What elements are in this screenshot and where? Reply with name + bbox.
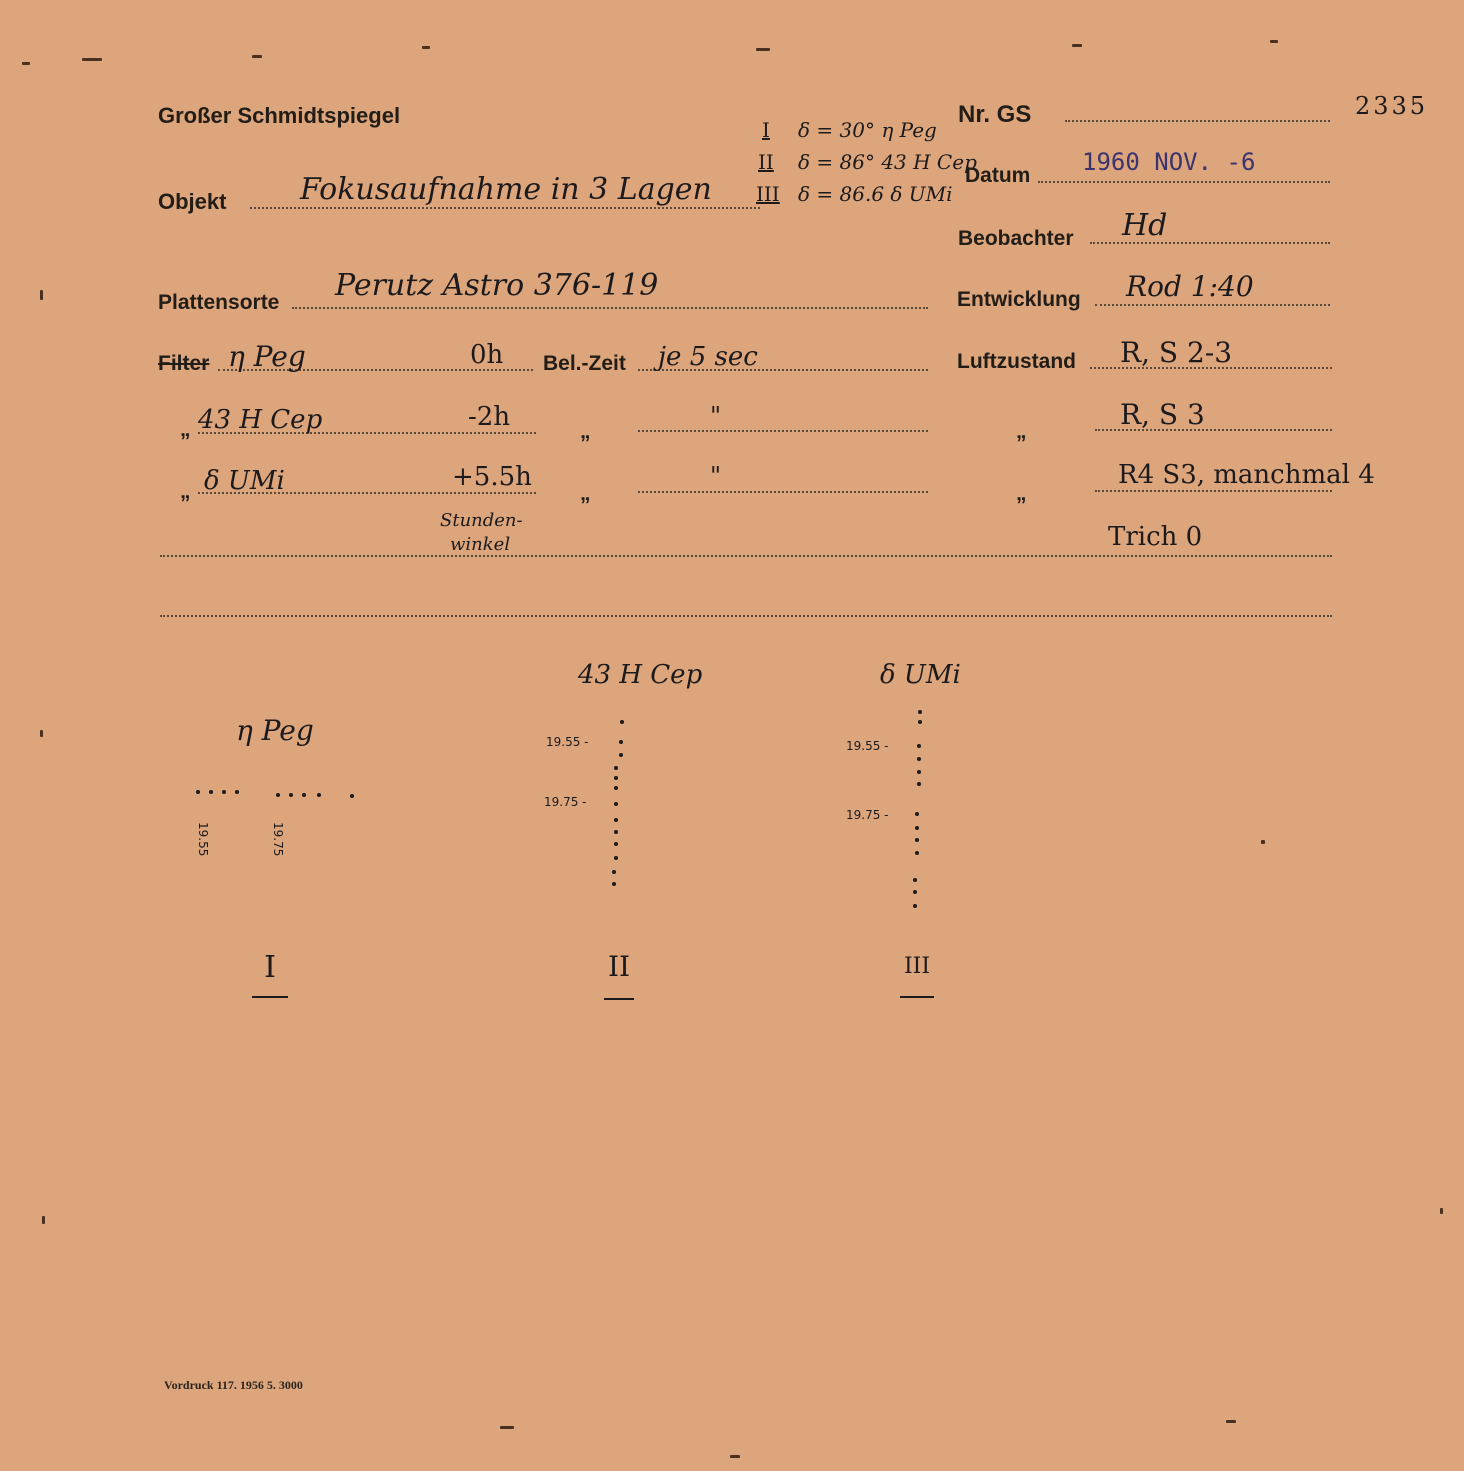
row3-luft-ditto: „ [1016, 482, 1027, 505]
paper-speck [42, 1216, 45, 1224]
focus-dot [614, 856, 618, 860]
plattensorte-value: Perutz Astro 376-119 [335, 268, 659, 303]
focus-dot [915, 826, 919, 830]
focus-dot [350, 794, 354, 798]
focus-dot [317, 793, 321, 797]
entwicklung-value: Rod 1:40 [1126, 270, 1254, 303]
datum-label: Datum [965, 164, 1031, 187]
focus-dot [917, 770, 921, 774]
position-text-3: δ = 86.6 δ UMi [798, 182, 953, 206]
blank-line-1 [160, 555, 1332, 557]
focus-dot [235, 790, 239, 794]
focus-dot [196, 790, 200, 794]
focus-dot [302, 793, 306, 797]
paper-speck [422, 46, 430, 49]
paper-speck [82, 58, 102, 61]
sketch-cep-numeral-text: II [607, 950, 631, 983]
paper-speck [1072, 44, 1082, 47]
paper-speck [40, 730, 43, 737]
position-numeral-1: I [762, 118, 770, 142]
focus-dot [620, 720, 624, 724]
row3-exposure: " [710, 462, 722, 490]
focus-dot [917, 782, 921, 786]
row2-luft-ditto: „ [1016, 420, 1027, 443]
filter-label: Filter [158, 352, 210, 375]
focus-dot [614, 776, 618, 780]
sketch-peg-numeral [252, 950, 288, 994]
row1-air: R, S 2-3 [1120, 336, 1233, 369]
sketch-peg-tick-1: 19.55 [196, 822, 210, 857]
datum-stamp: 1960 NOV. -6 [1082, 148, 1256, 176]
row2-exposure: " [710, 402, 722, 430]
paper-speck [1440, 1208, 1443, 1214]
focus-dot [917, 757, 921, 761]
objekt-label: Objekt [158, 189, 227, 214]
focus-dot [614, 802, 618, 806]
sketch-umi-label: δ UMi [880, 660, 961, 690]
objekt-value: Fokusaufnahme in 3 Lagen [300, 172, 712, 207]
focus-dot [915, 838, 919, 842]
row3-belzeit-ditto: „ [580, 482, 591, 505]
row2-belzeit-ditto: „ [580, 420, 591, 443]
paper-speck [1270, 40, 1278, 43]
sketch-cep-numeral [604, 950, 634, 996]
sketch-umi-numeral-text: III [903, 954, 931, 979]
focus-dot [918, 710, 922, 714]
row1-object: η Peg [228, 340, 306, 373]
entwicklung-label: Entwicklung [957, 288, 1081, 311]
belzeit-line-2 [638, 430, 928, 432]
focus-dot [612, 870, 616, 874]
focus-dot [614, 786, 618, 790]
sketch-peg-label: η Peg [236, 714, 314, 747]
sketch-umi-tick-1: 19.55 - [846, 739, 889, 753]
paper-speck [500, 1426, 514, 1429]
card-title: Großer Schmidtspiegel [158, 103, 401, 128]
sketch-peg-tick-2: 19.75 [271, 822, 285, 857]
trich-value: Trich 0 [1108, 522, 1203, 552]
focus-dot [915, 812, 919, 816]
row1-angle: 0h [470, 340, 504, 370]
focus-dot [913, 904, 917, 908]
entwicklung-line [1095, 304, 1330, 306]
row3-air: R4 S3, manchmal 4 [1118, 460, 1375, 490]
focus-dot [614, 842, 618, 846]
sketch-umi-tick-2: 19.75 - [846, 808, 889, 822]
row2-ditto: „ [180, 418, 191, 441]
focus-dot [614, 766, 618, 770]
luftzustand-label: Luftzustand [957, 350, 1076, 373]
focus-dot [619, 740, 623, 744]
datum-line [1038, 181, 1330, 183]
focus-dot [222, 790, 226, 794]
sketch-cep-label: 43 H Cep [578, 660, 703, 690]
paper-speck [40, 290, 43, 300]
paper-speck [22, 62, 30, 65]
belzeit-line-3 [638, 491, 928, 493]
plattensorte-label: Plattensorte [158, 291, 280, 314]
plate-number: 2335 [1355, 92, 1429, 120]
nr-label: Nr. GS [958, 101, 1032, 128]
paper-speck [1261, 840, 1265, 844]
row2-angle: -2h [468, 402, 511, 432]
sketch-peg-numeral-text: I [264, 950, 276, 985]
beobachter-label: Beobachter [958, 227, 1074, 250]
focus-dot [917, 744, 921, 748]
focus-dot [614, 830, 618, 834]
sketch-cep-tick-2: 19.75 - [544, 795, 587, 809]
luftzustand-line-3 [1095, 490, 1332, 492]
row3-object: δ UMi [204, 466, 285, 496]
form-imprint: Vordruck 117. 1956 5. 3000 [164, 1378, 303, 1392]
focus-dot [289, 793, 293, 797]
focus-dot [913, 878, 917, 882]
numeral-underline [900, 996, 934, 998]
numeral-underline [252, 996, 288, 998]
stundenwinkel-1: Stunden- [440, 510, 523, 531]
focus-dot [614, 818, 618, 822]
plattensorte-line [292, 307, 928, 309]
row3-ditto: „ [180, 480, 191, 503]
objekt-line [250, 207, 760, 209]
paper-speck [730, 1455, 740, 1458]
focus-dot [209, 790, 213, 794]
position-numeral-3: III [756, 182, 780, 206]
row2-air: R, S 3 [1120, 398, 1205, 431]
position-text-2: δ = 86° 43 H Cep [798, 150, 977, 174]
position-text-1: δ = 30° η Peg [798, 118, 937, 142]
focus-dot [918, 720, 922, 724]
focus-dot [276, 793, 280, 797]
sketch-cep-tick-1: 19.55 - [546, 735, 589, 749]
sketch-umi-numeral [900, 954, 934, 994]
stundenwinkel-2: winkel [450, 534, 511, 555]
focus-dot [915, 851, 919, 855]
row2-object: 43 H Cep [198, 405, 323, 435]
focus-dot [913, 890, 917, 894]
belzeit-label: Bel.-Zeit [543, 352, 626, 375]
paper-speck [756, 48, 770, 51]
position-numeral-2: II [758, 150, 774, 174]
focus-dot [612, 882, 616, 886]
nr-line [1065, 120, 1330, 122]
paper-speck [252, 55, 262, 58]
blank-line-2 [160, 615, 1332, 617]
beobachter-value: Hd [1122, 208, 1168, 243]
focus-dot [619, 753, 623, 757]
row3-angle: +5.5h [452, 462, 532, 492]
row1-exposure: je 5 sec [658, 342, 758, 372]
numeral-underline [604, 998, 634, 1000]
paper-speck [1226, 1420, 1236, 1423]
